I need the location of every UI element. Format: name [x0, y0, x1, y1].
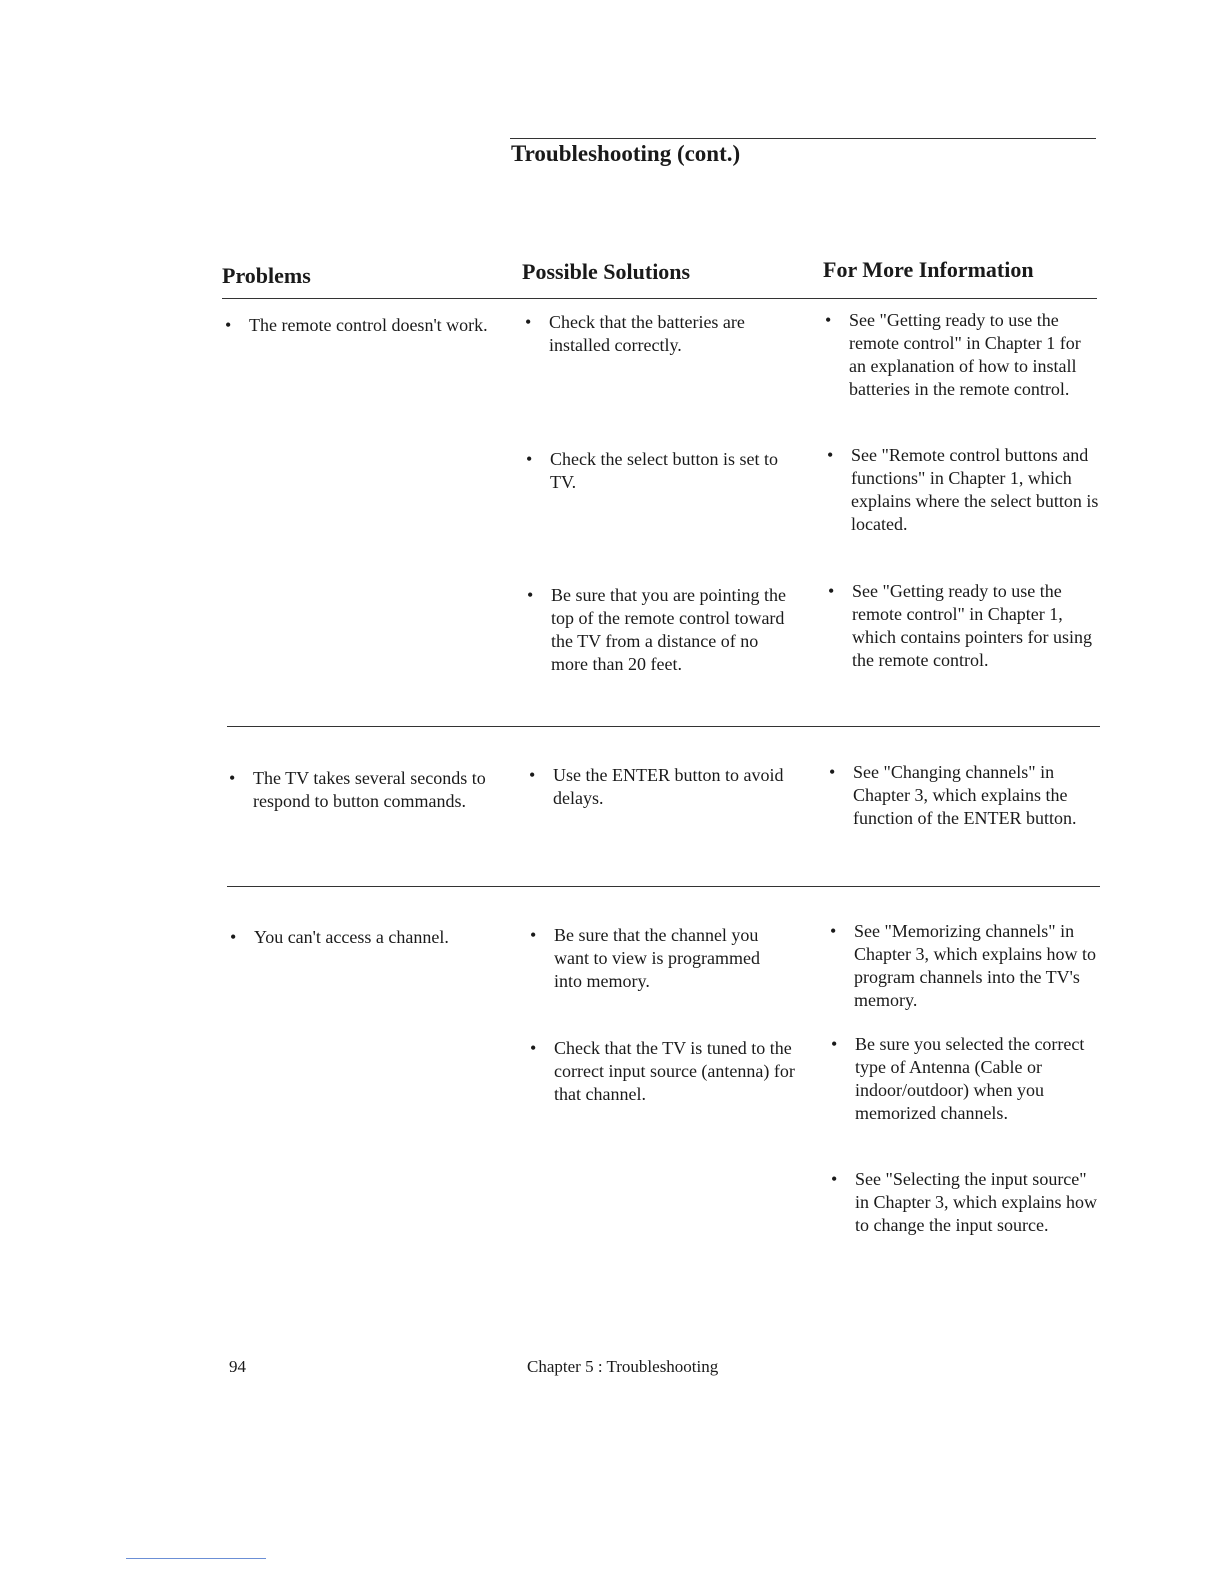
info-text: See "Getting ready to use the remote control" in Chapter 1, which contains pointers for using the remote control.: [852, 581, 1092, 670]
row-divider: [227, 886, 1100, 887]
header-rule: [222, 298, 1097, 299]
bullet-icon: •: [530, 1038, 537, 1058]
page-number: 94: [229, 1357, 246, 1376]
footer-mark: [126, 1558, 266, 1559]
problem-item: [227, 767, 487, 813]
bullet-icon: •: [827, 445, 834, 465]
solution-text: Use the ENTER button to avoid delays.: [553, 765, 784, 808]
info-item: [827, 761, 1099, 830]
info-item: [828, 920, 1106, 1012]
info-item: [823, 309, 1099, 401]
info-text: See "Changing channels" in Chapter 3, which explains the function of the ENTER button.: [853, 762, 1077, 828]
bullet-icon: •: [530, 925, 537, 945]
bullet-icon: •: [825, 310, 832, 330]
bullet-icon: •: [225, 315, 232, 335]
info-item: [825, 444, 1099, 536]
info-item: [826, 580, 1099, 672]
info-text: See "Getting ready to use the remote control" in Chapter 1 for an explanation of how to install batteries in the remote control.: [849, 310, 1081, 399]
info-text: See "Remote control buttons and functions" in Chapter 1, which explains where the select button is located.: [851, 445, 1099, 534]
bullet-icon: •: [831, 1034, 838, 1054]
bullet-icon: •: [230, 927, 237, 947]
bullet-icon: •: [527, 585, 534, 605]
solution-text: Check that the TV is tuned to the correct input source (antenna) for that channel.: [554, 1038, 795, 1104]
solution-text: Be sure that the channel you want to view is programmed into memory.: [554, 925, 760, 991]
solution-text: Check the select button is set to TV.: [550, 449, 778, 492]
bullet-icon: •: [526, 449, 533, 469]
bullet-icon: •: [525, 312, 532, 332]
info-item: [829, 1168, 1099, 1237]
column-header-solutions: Possible Solutions: [522, 259, 691, 284]
bullet-icon: •: [831, 1169, 838, 1189]
solution-item: [523, 311, 798, 357]
solution-text: Check that the batteries are installed correctly.: [549, 312, 745, 355]
problem-text: The TV takes several seconds to respond to button commands.: [253, 768, 486, 811]
info-text: See "Memorizing channels" in Chapter 3, which explains how to program channels into the TV's memory.: [854, 921, 1096, 1010]
bullet-icon: •: [830, 921, 837, 941]
problem-text: You can't access a channel.: [254, 927, 449, 947]
row-divider: [227, 726, 1100, 727]
footer-chapter: Chapter 5 : Troubleshooting: [527, 1357, 719, 1376]
solution-item: [527, 764, 789, 810]
problem-text: The remote control doesn't work.: [249, 315, 488, 335]
bullet-icon: •: [829, 762, 836, 782]
info-text: See "Selecting the input source" in Chapter 3, which explains how to change the input source.: [855, 1169, 1097, 1235]
column-header-problems: Problems: [222, 263, 311, 288]
info-item: [829, 1033, 1089, 1125]
bullet-icon: •: [229, 768, 236, 788]
solution-item: [528, 1037, 796, 1106]
solution-text: Be sure that you are pointing the top of the remote control toward the TV from a distance of no more than 20 feet.: [551, 585, 786, 674]
column-header-info: For More Information: [823, 257, 1034, 282]
solution-item: [528, 924, 788, 993]
problem-item: [223, 314, 493, 337]
title-rule: [510, 138, 1096, 139]
bullet-icon: •: [529, 765, 536, 785]
problem-item: [228, 926, 503, 949]
page-title: Troubleshooting (cont.): [511, 141, 741, 166]
info-text: Be sure you selected the correct type of Antenna (Cable or indoor/outdoor) when you memorized channels.: [855, 1034, 1085, 1123]
solution-item: [524, 448, 786, 494]
solution-item: [525, 584, 793, 676]
bullet-icon: •: [828, 581, 835, 601]
